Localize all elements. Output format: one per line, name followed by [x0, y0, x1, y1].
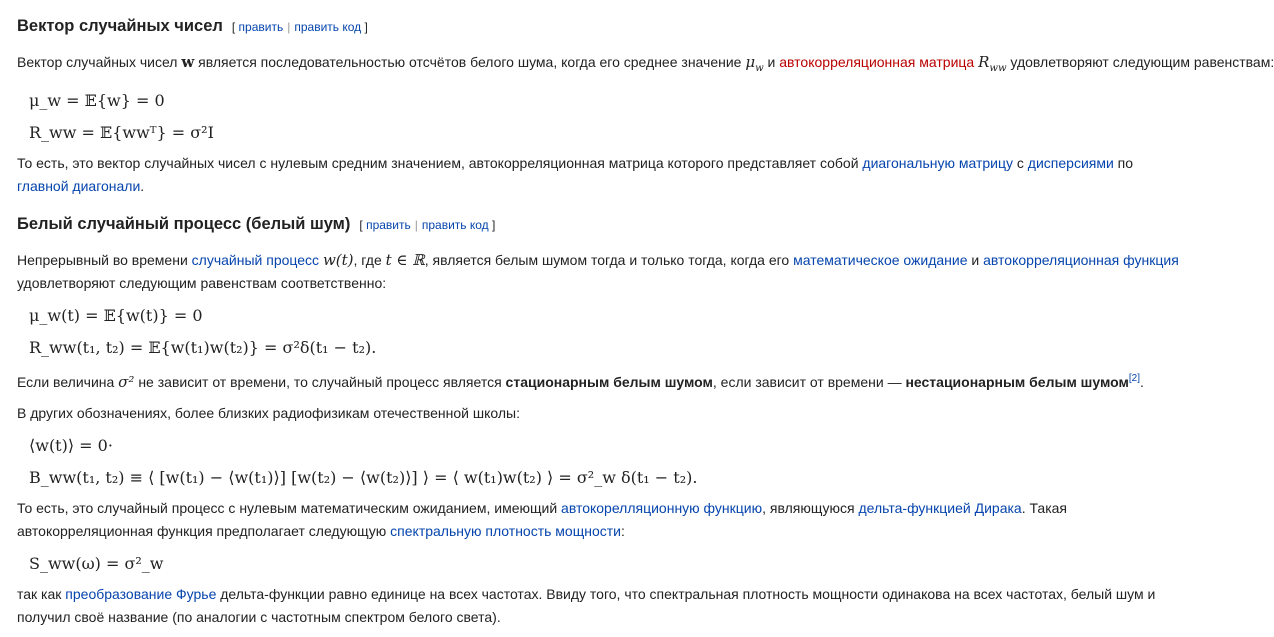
link-expectation[interactable]: математическое ожидание	[793, 251, 968, 268]
math-R: R	[978, 53, 990, 71]
link-main-diagonal[interactable]: главной диагонали	[17, 177, 141, 194]
link-autocorrelation-function[interactable]: автокорреляционная функция	[983, 251, 1179, 268]
math-w-of-t: w(t)	[322, 250, 354, 269]
article-content	[17, 16, 1274, 637]
link-autocorrelation-matrix[interactable]: автокорреляционная матрица	[779, 54, 975, 70]
math-w: w	[181, 53, 195, 71]
formula-autocorr-process: R_ww(t₁, t₂) = 𝔼{w(t₁)w(t₂)} = σ²δ(t₁ − t₂).	[29, 337, 377, 357]
link-diagonal-matrix[interactable]: диагональную матрицу	[862, 154, 1014, 171]
paragraph-other-notation: В других обозначениях, более близких радиофизикам отечественной школы:	[17, 404, 521, 421]
math-t-in-R: t ∈ ℝ	[385, 250, 425, 269]
formula-mean-vector: μ_w = 𝔼{w} = 0	[29, 90, 165, 110]
paragraph-stationary: Если величина σ² не зависит от времени, то случайный процесс является стационарным белым шумом, если зависит от времени — нестационарным белым шумом[2].	[17, 372, 1144, 391]
edit-link[interactable]: править	[238, 20, 284, 34]
edit-section-links: [ править | править код ]	[231, 20, 368, 34]
math-mu: μ	[745, 53, 756, 71]
link-fourier-transform[interactable]: преобразование Фурье	[65, 585, 217, 602]
heading-text: Вектор случайных чисел	[17, 17, 223, 35]
link-dirac-delta[interactable]: дельта-функцией Дирака	[858, 499, 1022, 516]
link-variances[interactable]: дисперсиями	[1027, 154, 1114, 171]
link-random-process[interactable]: случайный процесс	[191, 251, 320, 268]
edit-source-link[interactable]: править код	[421, 217, 489, 232]
math-sigma-squared: σ²	[118, 372, 135, 391]
edit-link[interactable]: править	[366, 217, 411, 232]
paragraph-vector-definition: Вектор случайных чисел w является последовательностью отсчётов белого шума, когда его среднее значение $\mu_w$ и автокорреляционная матрица $R_{ww}$ удовлетворяют следующим равенствам:	[17, 53, 1274, 74]
paragraph-process-explanation: То есть, это случайный процесс с нулевым математическим ожиданием, имеющий автокорелляционную функцию, являющуюся дельта-функцией Дирака. Такая автокорреляционная функция предполагает следующую спектральную плотность мощности:	[17, 499, 1068, 539]
formula-autocorr-matrix: R_ww = 𝔼{wwᵀ} = σ²I	[29, 122, 214, 142]
section-heading-vector	[17, 16, 1237, 37]
edit-section-links: [ править | править код ]	[359, 217, 496, 232]
paragraph-vector-explanation: То есть, это вектор случайных чисел с нулевым средним значением, автокорреляционная матрица которого представляет собой диагональную матрицу с дисперсиями по главной диагонали.	[17, 154, 1134, 194]
paragraph-process-definition: Непрерывный во времени случайный процесс w(t), где t ∈ ℝ, является белым шумом тогда и только тогда, когда его математическое ожидание и автокорреляционная функция удовлетворяют следующим равенствам соответственно:	[17, 250, 1179, 291]
link-autocorrelation-function-2[interactable]: автокорелляционную функцию	[561, 499, 763, 516]
formula-mean-brackets: ⟨w(t)⟩ = 0·	[29, 435, 113, 455]
formula-mean-process: μ_w(t) = 𝔼{w(t)} = 0	[29, 305, 203, 325]
paragraph-fourier: так как преобразование Фурье дельта-функции равно единице на всех частотах. Ввиду того, что спектральная плотность мощности одинакова на всех частотах, белый шум и получил своё название (по аналогии с частотным спектром белого света).	[17, 585, 1156, 625]
edit-source-link[interactable]: править код	[294, 20, 362, 34]
formula-B-ww: B_ww(t₁, t₂) ≡ ⟨ [w(t₁) − ⟨w(t₁)⟩] [w(t₂) − ⟨w(t₂)⟩] ⟩ = ⟨ w(t₁)w(t₂) ⟩ = σ²_w δ(t₁ − t₂).	[29, 467, 698, 487]
term-stationary-white-noise: стационарным белым шумом	[505, 373, 713, 390]
reference-link[interactable]: [2]	[1128, 372, 1140, 384]
link-power-spectral-density[interactable]: спектральную плотность мощности	[390, 522, 621, 539]
heading-text: Белый случайный процесс (белый шум)	[17, 214, 351, 233]
term-nonstationary-white-noise: нестационарным белым шумом	[905, 373, 1129, 390]
section-heading-white-process	[17, 214, 1237, 235]
formula-spectral-density: S_ww(ω) = σ²_w	[29, 553, 164, 573]
